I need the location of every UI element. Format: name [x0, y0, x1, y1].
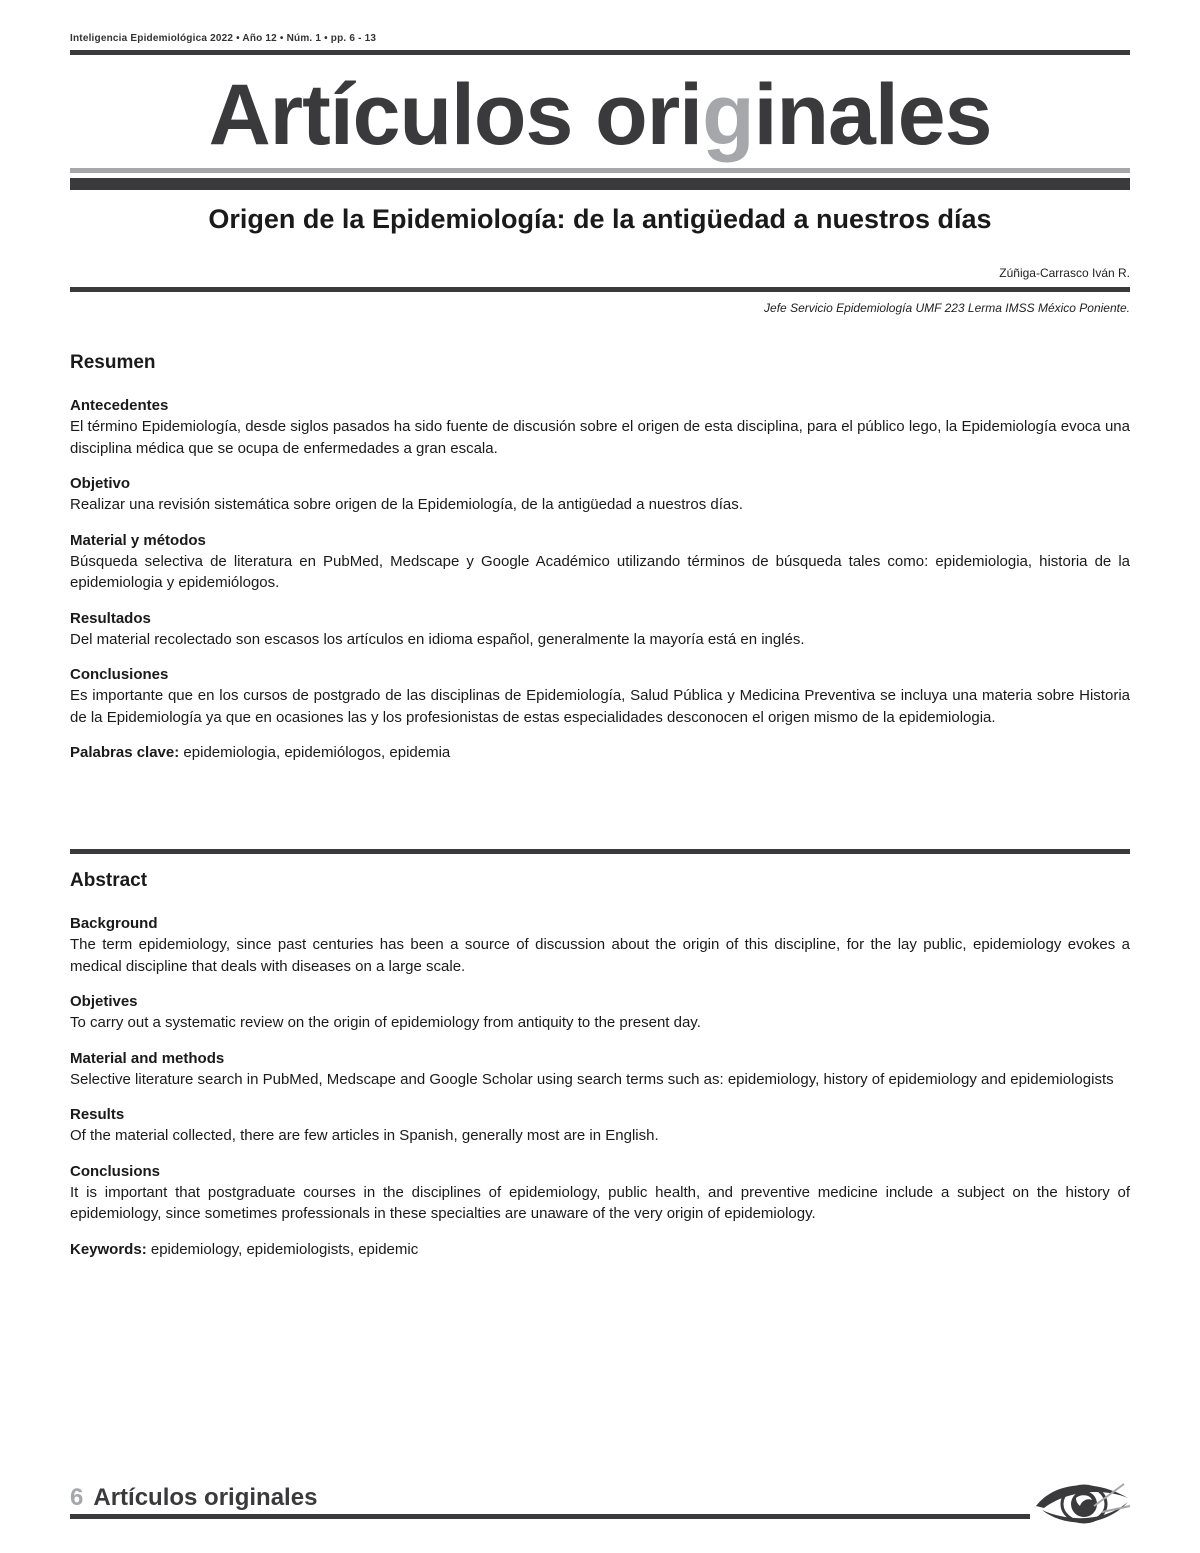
- abstract-item: [70, 1105, 1130, 1147]
- running-head: Inteligencia Epidemiológica 2022 • Año 12 • Núm. 1 • pp. 6 - 13: [70, 33, 377, 44]
- page-footer: [70, 1484, 317, 1512]
- resumen-section: [70, 352, 1130, 763]
- item-heading: Material y métodos: [70, 531, 206, 549]
- item-text: Realizar una revisión sistemática sobre origen de la Epidemiología, de la antigüedad a nuestros días.: [70, 496, 743, 513]
- top-rule: [70, 50, 1130, 55]
- item-text: It is important that postgraduate courses in the disciplines of epidemiology, public health, and preventive medicine include a subject on the history of epidemiology, since sometimes professionals in these specialties are unaware of the very origin of epidemiology.: [70, 1183, 1130, 1222]
- abstract-keywords: [70, 1240, 1130, 1260]
- banner-rule-thick: [70, 178, 1130, 190]
- footer-section-label: Artículos originales: [93, 1484, 318, 1511]
- eye-icon: [1032, 1476, 1132, 1532]
- banner-rule-thin: [70, 168, 1130, 173]
- resumen-heading: Resumen: [70, 352, 156, 373]
- item-text: The term epidemiology, since past centuries has been a source of discussion about the origin of this discipline, for the lay public, epidemiology evokes a medical discipline that deals with diseases on a large scale.: [70, 936, 1130, 975]
- author-name: Zúñiga-Carrasco Iván R.: [999, 266, 1130, 280]
- abstract-item: [70, 1049, 1130, 1091]
- item-text: El término Epidemiología, desde siglos pasados ha sido fuente de discusión sobre el origen de esta disciplina, para el público lego, la Epidemiología evoca una disciplina médica que se ocupa de enfermedades a gran escala.: [70, 418, 1130, 457]
- resumen-keywords: [70, 743, 1130, 763]
- section-banner: [70, 60, 1130, 170]
- abstract-item: [70, 1162, 1130, 1225]
- item-heading: Resultados: [70, 609, 151, 627]
- item-heading: Material and methods: [70, 1049, 225, 1067]
- keywords-value: epidemiology, epidemiologists, epidemic: [150, 1240, 419, 1258]
- banner-text-end: inales: [753, 67, 992, 163]
- item-text: Es importante que en los cursos de postgrado de las disciplinas de Epidemiología, Salud Pública y Medicina Preventiva se incluya una materia sobre Historia de la Epidemiología ya que en ocasiones las y los profesionistas de estas especialidades desconocen el origen mismo de la epidemiologia.: [70, 687, 1130, 726]
- resumen-item: [70, 665, 1130, 728]
- author-rule: [70, 287, 1130, 292]
- item-heading: Conclusiones: [70, 666, 169, 683]
- resumen-item: [70, 531, 1130, 594]
- author-affiliation: Jefe Servicio Epidemiología UMF 223 Lerma IMSS México Poniente.: [764, 301, 1130, 315]
- keywords-value: epidemiologia, epidemiólogos, epidemia: [183, 744, 451, 761]
- abstract-item: [70, 992, 1130, 1034]
- item-heading: Antecedentes: [70, 397, 169, 414]
- item-text: To carry out a systematic review on the origin of epidemiology from antiquity to the present day.: [70, 1014, 701, 1031]
- article-title: Origen de la Epidemiología: de la antigüedad a nuestros días: [208, 204, 992, 234]
- resumen-item: [70, 474, 1130, 516]
- abstract-section: [70, 870, 1130, 1260]
- section-divider-rule: [70, 849, 1130, 854]
- abstract-heading: Abstract: [70, 870, 148, 891]
- item-heading: Background: [70, 915, 158, 932]
- item-text: Selective literature search in PubMed, Medscape and Google Scholar using search terms such as: epidemiology, history of epidemiology and epidemiologists: [70, 1070, 1114, 1088]
- resumen-item: [70, 609, 1130, 651]
- resumen-item: [70, 396, 1130, 459]
- item-text: Del material recolectado son escasos los artículos en idioma español, generalmente la mayoría está en inglés.: [70, 630, 805, 648]
- abstract-item: [70, 914, 1130, 977]
- keywords-label: Keywords:: [70, 1240, 147, 1258]
- item-heading: Objetives: [70, 993, 138, 1010]
- item-text: Búsqueda selectiva de literatura en PubMed, Medscape y Google Académico utilizando términos de búsqueda tales como: epidemiologia, historia de la epidemiologia y epidemiólogos.: [70, 552, 1130, 591]
- item-text: Of the material collected, there are few articles in Spanish, generally most are in English.: [70, 1127, 659, 1144]
- item-heading: Objetivo: [70, 475, 131, 492]
- item-heading: Results: [70, 1106, 125, 1123]
- footer-rule: [70, 1514, 1030, 1519]
- banner-text-highlight: g: [702, 67, 754, 163]
- item-heading: Conclusions: [70, 1162, 161, 1180]
- page-number: 6: [70, 1484, 84, 1511]
- banner-text-start: Artículos ori: [208, 67, 703, 163]
- keywords-label: Palabras clave:: [70, 744, 180, 761]
